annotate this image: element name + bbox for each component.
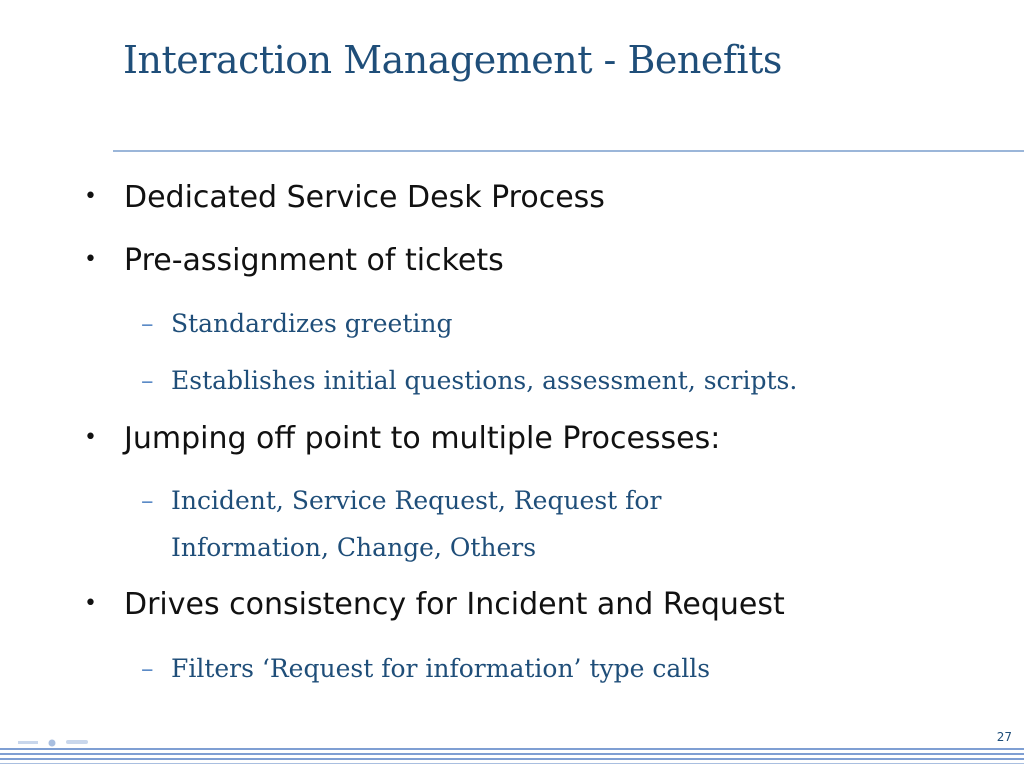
sub-bullet-item (141, 477, 791, 571)
sub-bullet-item (141, 300, 452, 347)
sub-bullet-item (141, 645, 710, 692)
sub-bullet-text: Filters ‘Request for information’ type calls (171, 654, 711, 683)
bullet-text: Dedicated Service Desk Process (124, 180, 605, 215)
footer-stripes (0, 736, 1024, 768)
dash-icon: – (141, 309, 154, 338)
slide-title: Interaction Management - Benefits (123, 38, 782, 82)
dash-icon: – (141, 366, 154, 395)
sub-bullet-text: Standardizes greeting (171, 309, 453, 338)
sub-bullet-text: Incident, Service Request, Request for Information, Change, Others (171, 486, 662, 562)
sub-bullet-text: Establishes initial questions, assessment, scripts. (171, 366, 798, 395)
bullet-icon: • (84, 247, 97, 272)
sub-bullet-item (141, 357, 797, 404)
dash-icon: – (141, 486, 154, 515)
dash-icon: – (141, 654, 154, 683)
bullet-item (84, 243, 504, 278)
bullet-item (84, 587, 785, 622)
bullet-text: Jumping off point to multiple Processes: (124, 421, 721, 456)
bullet-icon: • (84, 184, 97, 209)
bullet-icon: • (84, 591, 97, 616)
bullet-icon: • (84, 425, 97, 450)
bullet-text: Pre-assignment of tickets (124, 243, 504, 278)
page-number: 27 (996, 730, 1012, 744)
bullet-item (84, 180, 605, 215)
bullet-item (84, 421, 720, 456)
bullet-text: Drives consistency for Incident and Request (124, 587, 785, 622)
